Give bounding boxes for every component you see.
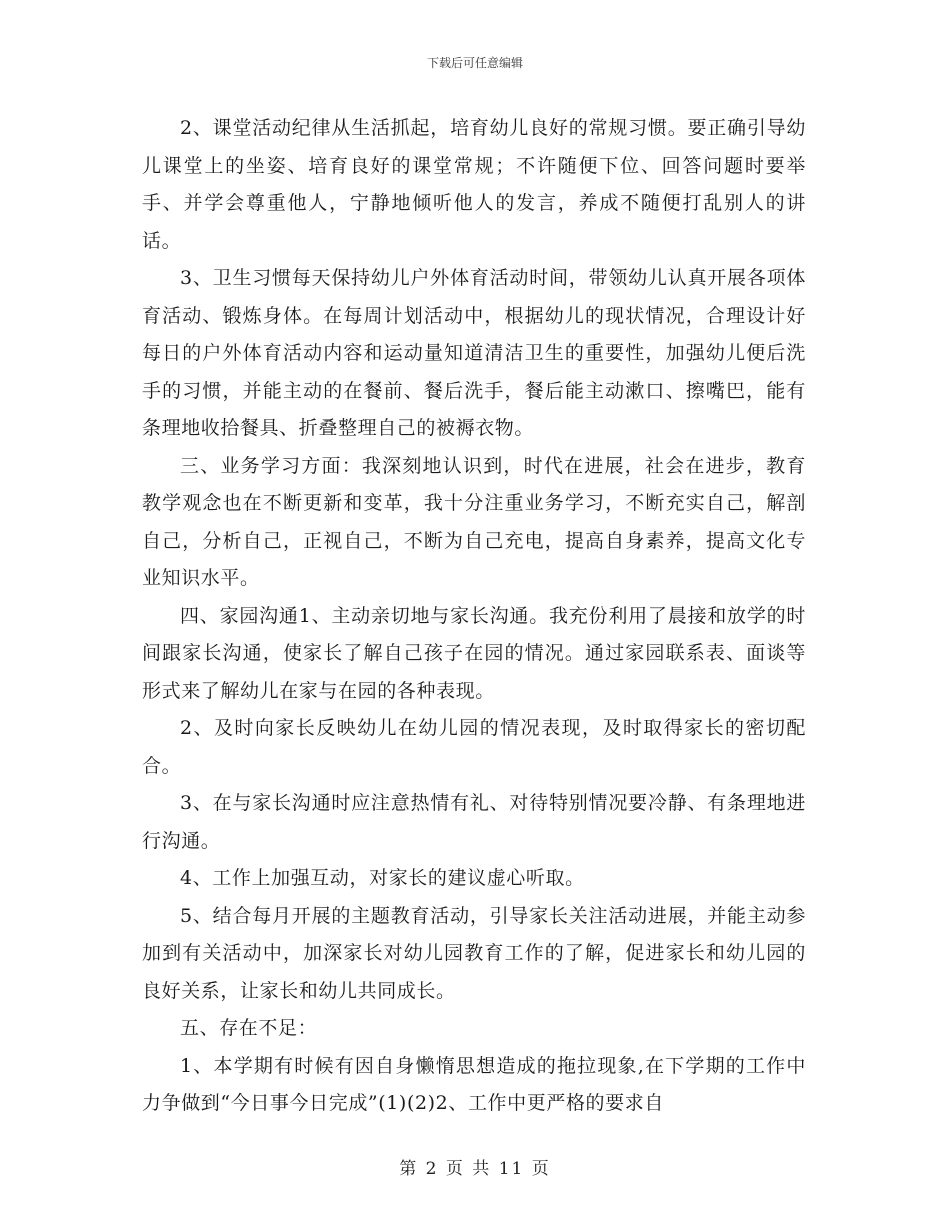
page-footer: 第 2 页 共 11 页 — [399, 1159, 551, 1179]
paragraph: 5、结合每月开展的主题教育活动，引导家长关注活动进展，并能主动参加到有关活动中，加深家长对幼儿园教育工作的了解，促进家长和幼儿园的良好关系，让家长和幼儿共同成长。 — [142, 904, 806, 1002]
paragraph: 4、工作上加强互动，对家长的建议虚心听取。 — [180, 867, 585, 889]
paragraph: 1、本学期有时候有因自身懒惰思想造成的拖拉现象,在下学期的工作中力争做到“今日事今日完成”(1)(2)2、工作中更严格的要求自 — [142, 1054, 806, 1114]
paragraph: 3、在与家长沟通时应注意热情有礼、对待特别情况要冷静、有条理地进行沟通。 — [142, 792, 806, 852]
paragraph: 2、及时向家长反映幼儿在幼儿园的情况表现，及时取得家长的密切配合。 — [142, 717, 806, 777]
paragraph: 四、家园沟通1、主动亲切地与家长沟通。我充份利用了晨接和放学的时间跟家长沟通，使家长了解自己孩子在园的情况。通过家园联系表、面谈等形式来了解幼儿在家与在园的各种表现。 — [142, 604, 806, 702]
paragraph: 三、业务学习方面：我深刻地认识到，时代在进展，社会在进步，教育教学观念也在不断更新和变革，我十分注重业务学习，不断充实自己，解剖自己，分析自己，正视自己，不断为自己充电，提高自身素养，提高文化专业知识水平。 — [142, 454, 806, 589]
document-body — [142, 110, 806, 1123]
paragraph: 2、课堂活动纪律从生活抓起，培育幼儿良好的常规习惯。要正确引导幼儿课堂上的坐姿、培育良好的课堂常规；不许随便下位、回答问题时要举手、并学会尊重他人，宁静地倾听他人的发言，养成不随便打乱别人的讲话。 — [142, 117, 806, 252]
paragraph: 五、存在不足： — [180, 1017, 318, 1039]
paragraph: 3、卫生习惯每天保持幼儿户外体育活动时间，带领幼儿认真开展各项体育活动、锻炼身体。在每周计划活动中，根据幼儿的现状情况，合理设计好每日的户外体育活动内容和运动量知道清洁卫生的重要性，加强幼儿便后洗手的习惯，并能主动的在餐前、餐后洗手，餐后能主动漱口、擦嘴巴，能有条理地收拾餐具、折叠整理自己的被褥衣物。 — [142, 267, 806, 439]
page-header: 下载后可任意编辑 — [426, 56, 523, 70]
